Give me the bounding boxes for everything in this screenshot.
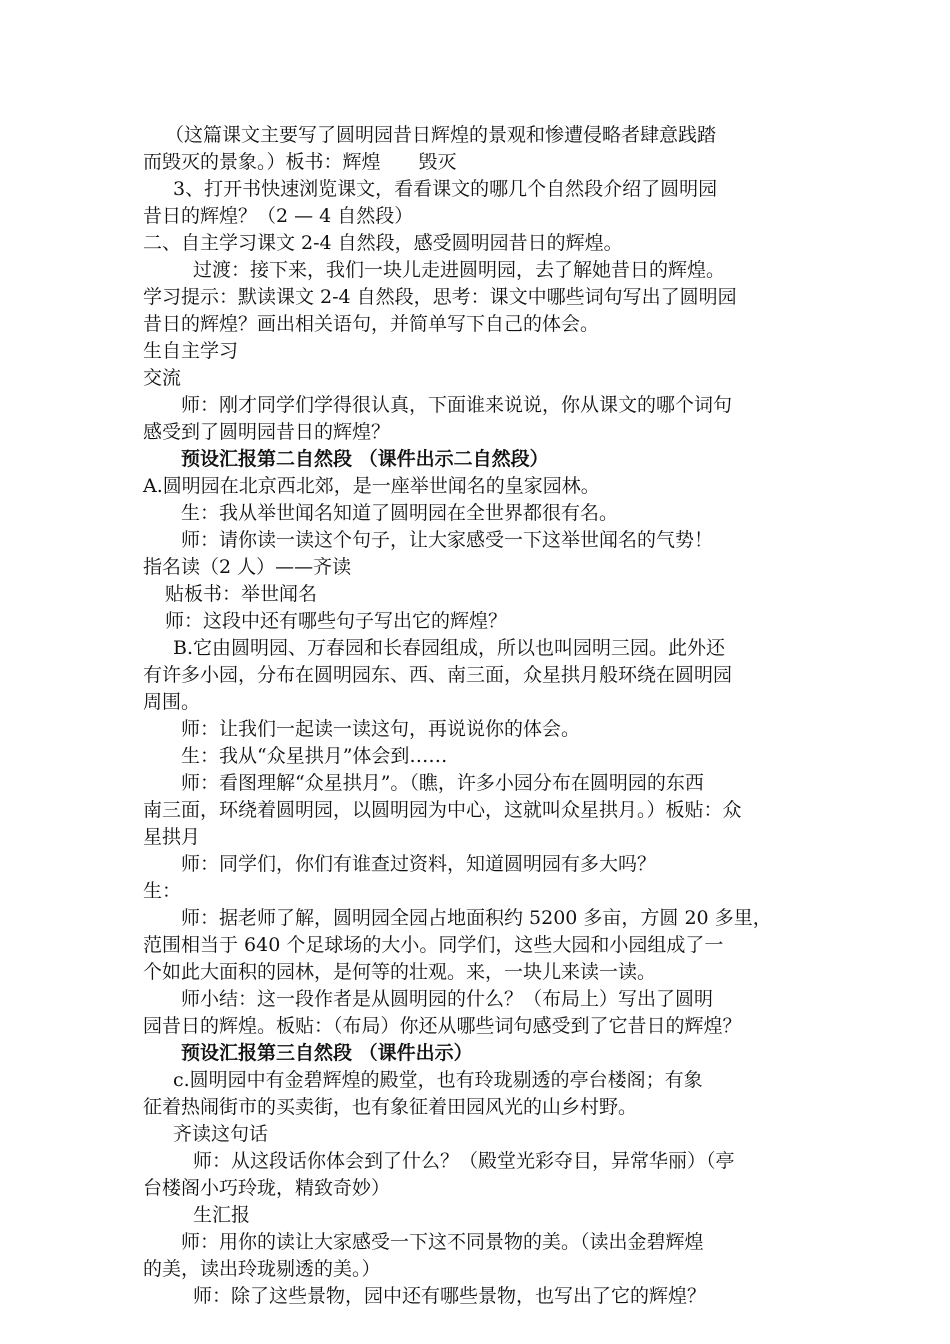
text-line: 生：我从“众星拱月”体会到…… — [181, 745, 448, 767]
text-line: 师：除了这些景物，园中还有哪些景物，也写出了它的辉煌？ — [193, 1285, 707, 1307]
text-line: c.圆明园中有金碧辉煌的殿堂，也有玲珑剔透的亭台楼阁；有象 — [173, 1069, 703, 1091]
text-line: A.圆明园在北京西北郊，是一座举世闻名的皇家园林。 — [143, 475, 600, 497]
text-line: 生自主学习 — [143, 340, 239, 362]
lesson-plan-text — [143, 122, 815, 1310]
text-line: 南三面，环绕着圆明园，以圆明园为中心，这就叫众星拱月。）板贴：众 — [143, 799, 742, 821]
text-line: 师小结：这一段作者是从圆明园的什么？（布局上）写出了圆明 — [181, 988, 714, 1010]
text-line: 个如此大面积的园林，是何等的壮观。来，一块儿来读一读。 — [143, 961, 657, 983]
text-line: 昔日的辉煌？画出相关语句，并简单写下自己的体会。 — [143, 313, 600, 335]
text-line: 过渡：接下来，我们一块儿走进圆明园，去了解她昔日的辉煌。 — [193, 259, 726, 281]
text-line: 指名读（2 人）——齐读 — [143, 556, 352, 578]
text-line: 师：从这段话你体会到了什么？（殿堂光彩夺目，异常华丽）（亭 — [193, 1150, 735, 1172]
text-line: 生： — [143, 880, 182, 902]
text-line: 师：刚才同学们学得很认真，下面谁来说说，你从课文的哪个词句 — [181, 394, 733, 416]
report-heading: 预设汇报第三自然段 （课件出示） — [181, 1042, 473, 1064]
text-line: 师：同学们，你们有谁查过资料，知道圆明园有多大吗？ — [181, 853, 657, 875]
text-line: 师：看图理解“众星拱月”。（瞧，许多小园分布在圆明园的东西 — [181, 772, 704, 794]
text-line: 师：据老师了解，圆明园全园占地面积约 5200 多亩，方圆 20 多里， — [181, 907, 772, 929]
text-line: 的美，读出玲珑剔透的美。） — [143, 1258, 381, 1280]
text-line: 交流 — [143, 367, 182, 389]
text-line: （这篇课文主要写了圆明园昔日辉煌的景观和惨遭侵略者肆意践踏 — [165, 124, 717, 146]
text-line: 学习提示：默读课文 2-4 自然段，思考：课文中哪些词句写出了圆明园 — [143, 286, 737, 308]
text-line: 而毁灭的景象。）板书：辉煌 毁灭 — [143, 151, 457, 173]
text-line: 生汇报 — [193, 1204, 251, 1226]
text-line: 有许多小园，分布在圆明园东、西、南三面，众星拱月般环绕在圆明园 — [143, 664, 733, 686]
text-line: 师：让我们一起读一读这句，再说说你的体会。 — [181, 718, 581, 740]
text-line: 征着热闹街市的买卖街，也有象征着田园风光的山乡村野。 — [143, 1096, 638, 1118]
text-line: 生：我从举世闻名知道了圆明园在全世界都很有名。 — [181, 502, 619, 524]
text-line: 齐读这句话 — [173, 1123, 269, 1145]
text-line: 台楼阁小巧玲珑，精致奇妙） — [143, 1177, 391, 1199]
text-line: 师：用你的读让大家感受一下这不同景物的美。（读出金碧辉煌 — [181, 1231, 704, 1253]
text-line: 园昔日的辉煌。板贴：（布局）你还从哪些词句感受到了它昔日的辉煌？ — [143, 1015, 742, 1037]
text-line: 星拱月 — [143, 826, 201, 848]
text-line: 3、打开书快速浏览课文，看看课文的哪几个自然段介绍了圆明园 — [173, 178, 718, 200]
report-heading: 预设汇报第二自然段 （课件出示二自然段） — [181, 448, 549, 470]
text-line: 贴板书：举世闻名 — [165, 583, 318, 605]
section-heading: 二、自主学习课文 2-4 自然段，感受圆明园昔日的辉煌。 — [143, 232, 623, 254]
text-line: 师：请你读一读这个句子，让大家感受一下这举世闻名的气势！ — [181, 529, 714, 551]
text-line: 周围。 — [143, 691, 201, 713]
text-line: 范围相当于 640 个足球场的大小。同学们，这些大园和小园组成了一 — [143, 934, 724, 956]
text-line: 昔日的辉煌？（2 — 4 自然段） — [143, 205, 414, 227]
text-line: 感受到了圆明园昔日的辉煌？ — [143, 421, 391, 443]
text-line: B.它由圆明园、万春园和长春园组成，所以也叫园明三园。此外还 — [173, 637, 726, 659]
text-line: 师：这段中还有哪些句子写出它的辉煌？ — [165, 610, 508, 632]
